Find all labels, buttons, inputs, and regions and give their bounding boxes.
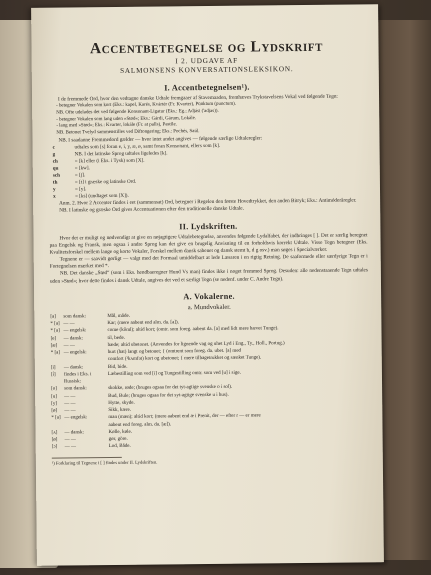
vowel-lang: — — <box>64 444 76 450</box>
vowel-symbol: [u] <box>51 394 58 400</box>
vowel-list <box>50 310 369 451</box>
vowel-lang: — dansk: <box>63 364 84 371</box>
symbol-desc: = [ks] (undtaget som [X]). <box>75 193 129 200</box>
vowel-lang: — dansk: <box>63 335 83 342</box>
section-1-note: NB. I saadanne Fremmedord gælder — hvor intet andet angives — følgende særlige Udtaleregler: <box>58 135 263 144</box>
symbol: g <box>52 151 56 158</box>
vowel-symbol: [o] <box>51 386 57 392</box>
symbol-desc: = [ʃ]. <box>74 172 86 179</box>
vowel-desc: Kar; (mere aabent end alm. da. [a]). <box>107 320 179 327</box>
vowel-lang: — — <box>64 437 76 443</box>
vowel-lang: — — <box>63 343 75 349</box>
vowel-lang: — — <box>63 321 75 327</box>
page-subtitle-2: SALMONSENS KONVERSATIONSLEKSIKON. <box>120 65 294 76</box>
section-1-note: Anm. 2. Hvor 2 Accenter findes i eet (sammensat) Ord, betegner i Regelen den første Hovedtrykket, den anden Bitryk; Eks.: Antimóderåregler. <box>59 197 357 207</box>
section-1-heading: I. Accentbetegnelsen¹). <box>164 82 250 93</box>
vowel-desc: til, bede. <box>107 335 125 341</box>
vowel-symbol: [ʌ] <box>51 430 58 436</box>
vowel-symbol: [a] <box>50 314 56 320</box>
symbol-desc: = [k] eller (i Eks. i Tysk) som [X]. <box>74 157 145 165</box>
vowel-symbol: [ø] <box>51 437 58 443</box>
page-title: Accentbetegnelse og Lydskrift <box>89 37 324 58</box>
symbol: y <box>52 186 56 193</box>
vowel-lang: — engelsk: <box>63 350 87 356</box>
symbol: sch <box>52 172 60 179</box>
symbol: qu <box>52 165 59 172</box>
vowel-desc: Bud, Bule; (bruges ogsaa for det syt-agtige svenske u i hus). <box>108 392 229 399</box>
vowel-desc: Sikk, kære. <box>108 407 131 414</box>
symbol: x <box>53 193 56 200</box>
subsection-heading: A. Vokalerne. <box>183 291 235 302</box>
vowel-desc: Mål, måde. <box>107 313 130 319</box>
symbol: th <box>52 179 58 186</box>
vowel-desc: come (kôml); altid kort; (omtr. som foreg. aabent da. [a] med lidt mere hævet Tunge). <box>107 326 279 334</box>
symbol-list <box>49 141 368 200</box>
vowel-desc: Bid, bide. <box>107 364 128 370</box>
symbol: c <box>52 144 55 151</box>
footnote: ¹) Forklaring til Tegnene i [ ] findes under II. Lydskriften. <box>51 459 158 466</box>
symbol-desc: = [y]. <box>74 186 87 193</box>
vowel-lang: — dansk: <box>64 430 84 436</box>
vowel-desc: hurt (hat) langt og betonet; { (omtrent som foreg. da. ubet. [a] med <box>107 348 242 356</box>
symbol-desc: NB. I det latinske Sprog udtales ligeledes [k]. <box>74 150 168 158</box>
section-1-note: NB. I latinske og græske Ord gives Accentuationen efter den traditionelle danske Udtale. <box>59 205 244 214</box>
section-2-para: Hvor det er muligt og nødvendigt at give en nøjagtigere Udtalebetegnelse, anvendes følgende Lydalfabet, der indbringes [ ]. Det er særlig beregnet paa Engelsk og Fransk, men ogsaa i andre Sprog kan det give en brugelig Anvisning til en forholdsvis korrekt Udtale. Visse Tegn betegner (Eks. Kvalitetsforskel mellem lange og korte Vokaler, Forskel mellem dansk sabenet og dansk stemt b, d g osv.) man søges i Specialværker. <box>49 231 368 256</box>
vowel-desc: man (mæn); altid kort; (mere aabent end æ i Prenit, der — efter r — er mere <box>108 413 261 421</box>
document-page <box>31 4 384 566</box>
vowel-symbol: * [a] <box>50 328 60 334</box>
vowel-symbol: [i̇] <box>50 372 56 378</box>
section-1-para: - betegner Vokalen som kort (Eks.: kapel, Karés, Kvártér (Fr. Kvarter), Pünktum (punctum). <box>56 101 237 109</box>
footnote-divider <box>52 456 122 458</box>
vowel-desc: Lod, Både. <box>108 444 131 450</box>
vowel-desc: skokke, røde; (bruges ogsaa for det tyt-agtige svenske o i sol). <box>108 384 233 392</box>
vowel-symbol: * [a] <box>50 321 60 327</box>
vowel-symbol: [i] <box>50 365 56 371</box>
vowel-desc: gør, göre. <box>108 436 128 443</box>
page-subtitle: I 2. UDGAVE AF <box>175 56 238 66</box>
vowel-lang: som dansk: <box>64 386 87 392</box>
vowel-desc: comfort (¹kʌmfət) kort og ubetonet; { mere tilbagetrukket og sænket Tunge). <box>107 355 262 363</box>
vowel-lang: — engelsk: <box>63 328 87 334</box>
vowel-lang: — — <box>64 408 76 414</box>
vowel-desc: Hytte, skyde. <box>108 400 135 406</box>
vowel-desc: Læbestilling som ved [i] og Tungestilling omtr. som ved [u] i sige. <box>107 370 241 377</box>
vowel-lang: findes i Eks. i Russisk: <box>63 371 92 385</box>
symbol-desc: udtales som [s] foran e, i, y, æ, ø, samt foran Konsonant, ellers som [k]. <box>74 142 221 151</box>
section-1-para: NB. Ofte udelades det ved følgende Konsonant-Ligatur (Eks.: Eg.; Adjási ('adjas)). <box>56 108 219 116</box>
vowel-lang: — — <box>64 393 76 400</box>
vowel-symbol: * [a] <box>51 415 61 421</box>
section-1-para: - betegner Vokalen som lang uden »Stød«; Eks.: Gárdi, Gárum, Lokále. <box>56 115 196 123</box>
vowel-lang: — — <box>64 401 76 407</box>
vowel-desc: Kølle, køle. <box>108 429 133 435</box>
vowel-desc: aabent end foreg. alm. da. [æ]). <box>108 421 172 428</box>
subsubsection-heading: a. Mundvokaler. <box>187 303 231 311</box>
vowel-lang: som dansk: <box>63 314 86 320</box>
vowel-symbol: [ø] <box>51 408 58 414</box>
vowel-symbol: [e] <box>50 336 57 342</box>
vowel-symbol: * [a] <box>50 350 61 356</box>
symbol: ch <box>52 158 58 165</box>
symbol-desc: = [kw]. <box>74 165 90 172</box>
section-1-para: I de fremmede Ord, hvor den vedtagne danske Udtale fremgaaer af Stavemaaden, fremhæves Trykstavelsens Vokal ved følgende Tegn: <box>58 93 338 103</box>
section-1-para: - lang med »Stød«; Eks.: Kvarter, lokále (Fr. at palls), Pastíle. <box>56 122 177 129</box>
section-2-para: NB. Det danske „Stød“ (som i Eks. hendbaeregner Hund Vs man) findes ikke i noget fremmed Sprog. Desuden: alle nedenstaaende Tegn udtales uden »Stød«; hvor dette findes i dansk Udtale, angives det ved et særligt Tegn (se nedenf. under C. Andre Tegn). <box>49 267 368 285</box>
vowel-lang: — engelsk: <box>64 415 88 421</box>
vowel-symbol: [ɔ] <box>51 444 58 450</box>
section-1-para: NB. Betonet Tvelyd sammenstilles ved Diftongering; Eks.: Pochés, Saúl. <box>56 129 200 136</box>
vowel-symbol: [æ] <box>50 343 58 349</box>
section-2-heading: II. Lydskriften. <box>179 221 238 231</box>
section-2-para: Tegnene er — saavidt gørligt — valgt med det Formaal umiddelbart at lede Læsaren i en rigtig Retning. De saaformede eller særdyrige Tegn er i Fortegnelsen mærket med *. <box>49 253 368 270</box>
page-content <box>47 38 369 466</box>
vowel-desc: bæde; altid ubetonet. (Anvendes for lignende vag og uhet Lyd i Eng., Ty., Holl., Portug.) <box>107 340 285 348</box>
symbol-desc: = [t] i græske og latinske Ord. <box>74 178 137 186</box>
vowel-symbol: [y] <box>51 401 58 407</box>
book-cover-edge <box>378 20 431 560</box>
